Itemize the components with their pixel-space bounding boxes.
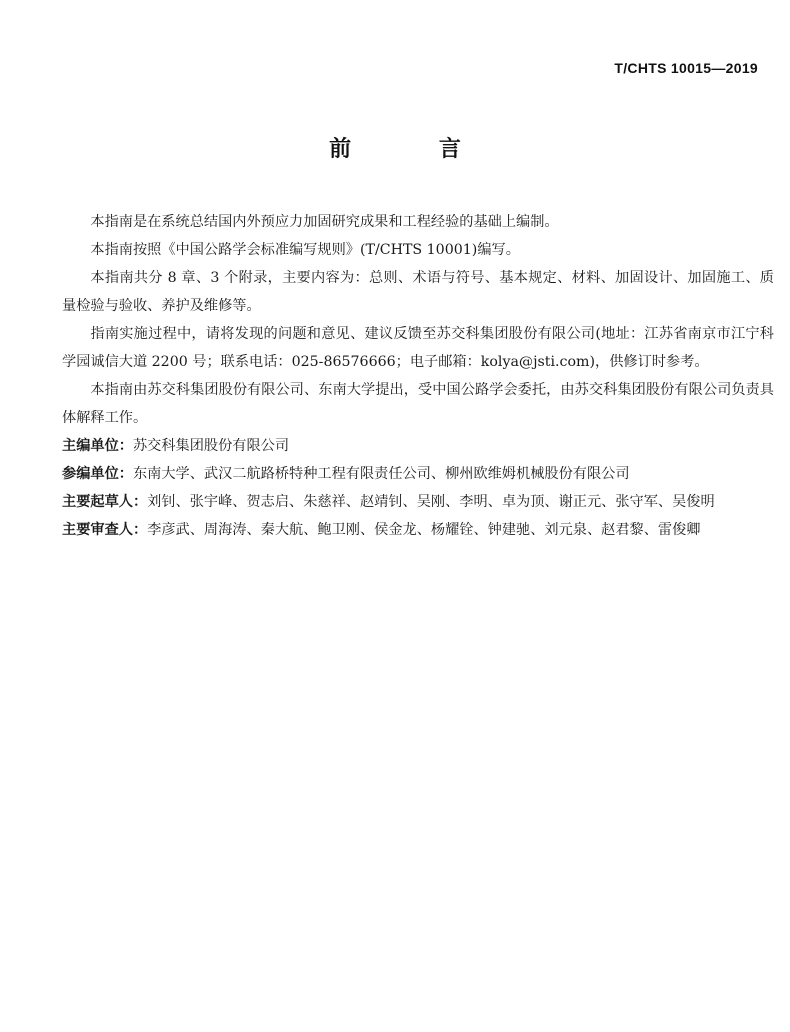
participating-units-value: 东南大学、武汉二航路桥特种工程有限责任公司、柳州欧维姆机械股份有限公司 <box>132 466 630 482</box>
foreword-body <box>62 208 774 544</box>
paragraph-basis: 本指南是在系统总结国内外预应力加固研究成果和工程经验的基础上编制。 <box>90 214 559 230</box>
paragraph-interpretation: 本指南由苏交科集团股份有限公司、东南大学提出，受中国公路学会委托，由苏交科集团股份有限公司负责具体解释工作。 <box>62 382 774 426</box>
drafters-label: 主要起草人： <box>62 494 148 510</box>
participating-units-line <box>62 460 774 488</box>
chief-unit-label: 主编单位： <box>62 438 133 454</box>
reviewers-value: 李彦武、周海涛、秦大航、鲍卫刚、侯金龙、杨耀铨、钟建驰、刘元泉、赵君黎、雷俊卿 <box>147 522 701 538</box>
paragraph-feedback: 指南实施过程中，请将发现的问题和意见、建议反馈至苏交科集团股份有限公司(地址：江苏省南京市江宁科学园诚信大道 2200 号；联系电话：025-86576666；电子邮箱：kolya@jsti.com)，供修订时参考。 <box>62 326 774 370</box>
page-title: 前 言 <box>329 137 501 162</box>
chief-unit-value: 苏交科集团股份有限公司 <box>132 438 290 454</box>
chief-unit-line <box>62 432 774 460</box>
standard-code: T/CHTS 10015—2019 <box>614 60 758 76</box>
drafters-value: 刘钊、张宇峰、贺志启、朱慈祥、赵靖钊、吴刚、李明、卓为顶、谢正元、张守军、吴俊明 <box>147 494 715 510</box>
reviewers-label: 主要审查人： <box>62 522 148 538</box>
paragraph-writing-rules: 本指南按照《中国公路学会标准编写规则》(T/CHTS 10001)编写。 <box>90 242 520 258</box>
participating-units-label: 参编单位： <box>62 466 133 482</box>
paragraph-contents: 本指南共分 8 章、3 个附录，主要内容为：总则、术语与符号、基本规定、材料、加固设计、加固施工、质量检验与验收、养护及维修等。 <box>62 270 774 314</box>
drafters-line <box>62 488 774 516</box>
reviewers-line <box>62 516 774 544</box>
